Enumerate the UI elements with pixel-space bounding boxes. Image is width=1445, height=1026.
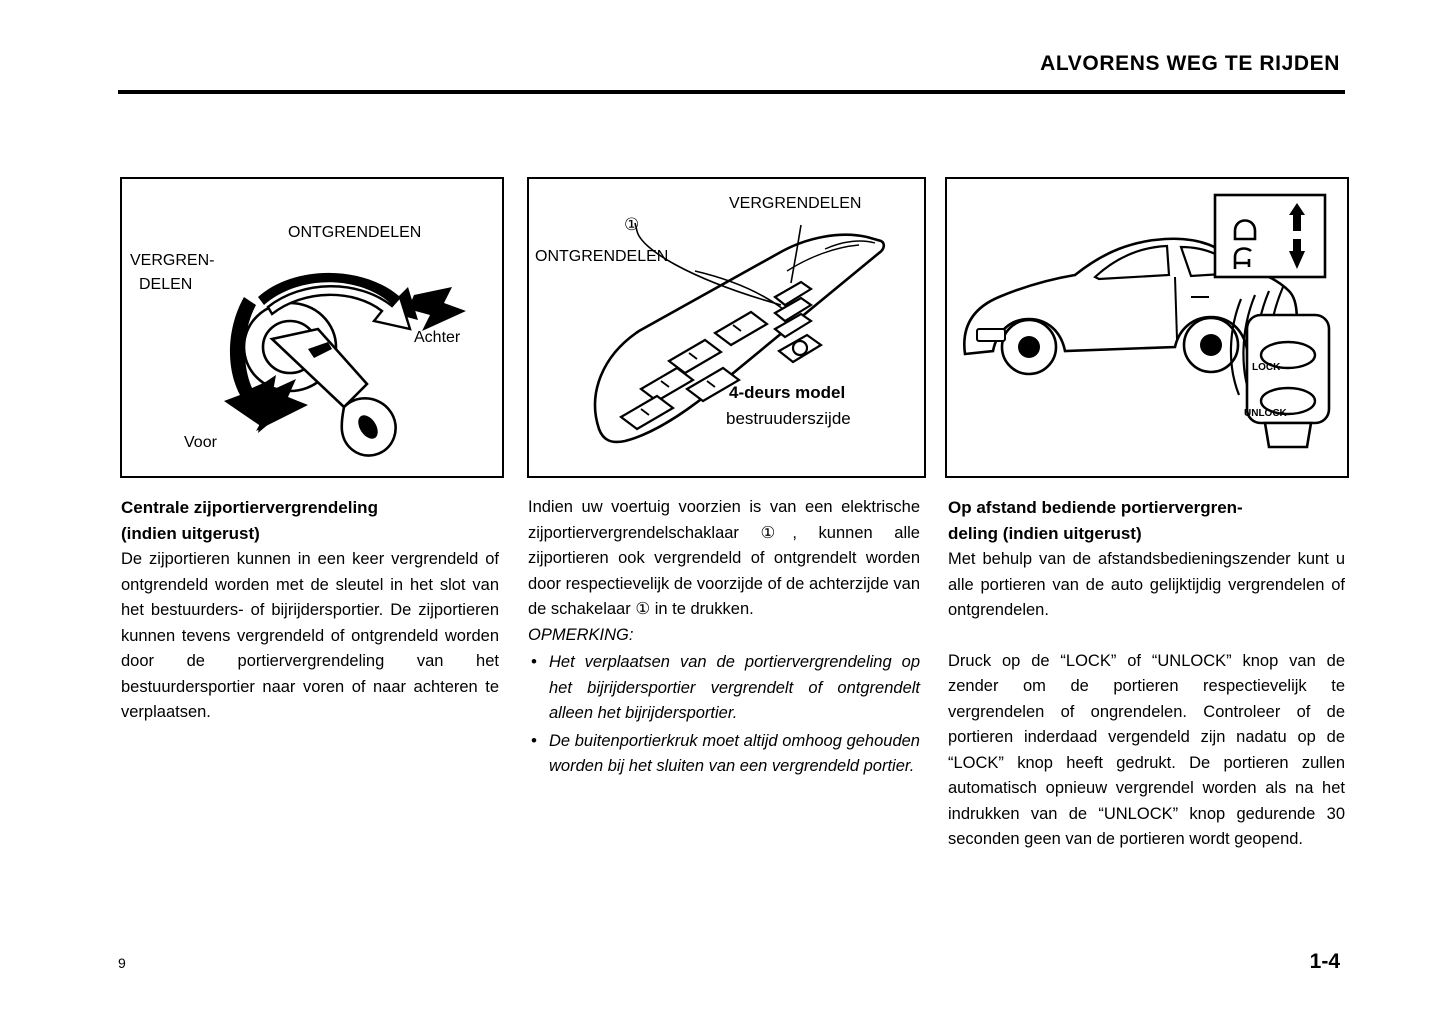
footer-page-number-left: 9 [118, 955, 126, 971]
page-header-title: ALVORENS WEG TE RIJDEN [1040, 52, 1340, 75]
figure2-label-lock: VERGRENDELEN [729, 195, 862, 212]
figure1-label-rear: Achter [414, 329, 461, 346]
list-item: • Het verplaatsen van de portiervergrendeling op het bijrijdersportier vergrendelt of ontgrendelt alleen het bijrijdersportier. [528, 650, 920, 727]
header-divider [118, 90, 1345, 94]
figure2-label-driver-side: bestruuderszijde [726, 409, 851, 428]
col1-heading [121, 495, 499, 546]
col1-body: De zijportieren kunnen in een keer vergrendeld of ontgrendeld worden met de sleutel in het slot van het bestuurders- of bijrijdersportier. De zijportieren kunnen tevens vergrendeld of ontgrendeld worden door de portiervergrendeling van het bestuurdersportier naar voren of naar achteren te verplaatsen. [121, 550, 499, 721]
figure1-label-unlock: ONTGRENDELEN [288, 224, 422, 241]
figure3-label-lock: LOCK [1252, 362, 1281, 373]
footer-section-number-right: 1-4 [1309, 950, 1340, 973]
list-item: • De buitenportierkruk moet altijd omhoog gehouden worden bij het sluiten van een vergrendeld portier. [528, 729, 920, 780]
figure-remote-control [945, 177, 1349, 478]
col3-heading-line2: deling (indien uitgerust) [948, 523, 1142, 543]
col2-note-heading: OPMERKING: [528, 625, 634, 644]
column-remote-door-locking [948, 495, 1345, 853]
column-power-door-lock-switch [528, 495, 920, 782]
col2-body: Indien uw voertuig voorzien is van een elektrische zijportiervergrendelschaklaar ①, kunnen alle zijportieren ook vergrendeld of ontgrendelt worden door respectievelijk de voorzijde of de achterzijde van de schakelaar ① in te drukken. [528, 498, 920, 618]
figure1-label-front: Voor [184, 434, 217, 451]
figure-key-lock [120, 177, 504, 478]
figure1-label-lock-line2: DELEN [139, 276, 193, 293]
col3-body-1: Met behulp van de afstandsbedieningszender kunt u alle portieren van de auto gelijktijdig vergrendelen of ontgrendelen. [948, 550, 1345, 619]
figure2-label-model: 4-deurs model [729, 383, 846, 402]
column-central-door-locking [121, 495, 499, 726]
figure-door-lock-switch [527, 177, 926, 478]
figure1-label-lock-line1: VERGREN- [130, 252, 215, 269]
col1-heading-line1: Centrale zijportiervergrendeling [121, 498, 378, 517]
col3-body-2: Druck op de “LOCK” of “UNLOCK” knop van de zender om de portieren respectievelijk te vergrendelen of ongrendelen. Controleer of de portieren inderdaad vergendeld zijn nadatu op de “LOCK” knop heeft gedrukt. De portieren zullen automatisch opnieuw vergrendel worden als na het indrukken van de “UNLOCK” knop gedurende 30 seconden geen van de portieren wordt geopend. [948, 651, 1345, 848]
col2-bullet-list [528, 650, 920, 780]
figure2-callout-number: ① [624, 215, 640, 234]
col3-heading [948, 495, 1345, 546]
col1-heading-line2: (indien uitgerust) [121, 523, 260, 543]
figure2-label-unlock: ONTGRENDELEN [535, 248, 669, 265]
col3-heading-line1: Op afstand bediende portiervergren- [948, 498, 1243, 517]
figure3-label-unlock: UNLOCK [1244, 408, 1287, 419]
